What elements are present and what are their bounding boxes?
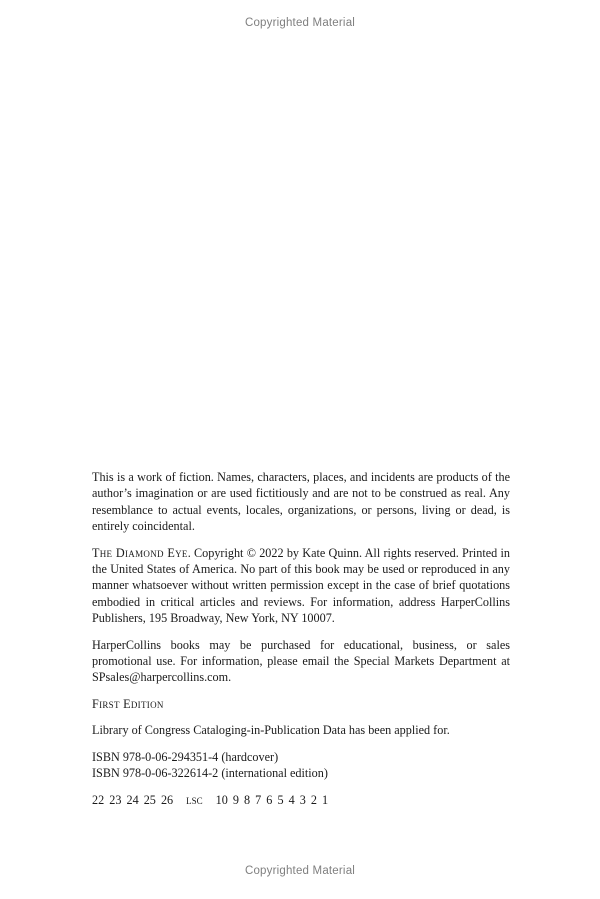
isbn-international: ISBN 978-0-06-322614-2 (international edition) xyxy=(92,766,328,781)
fiction-disclaimer-paragraph: This is a work of fiction. Names, characters, places, and incidents are products of the author’s imagination or are used fictitiously and are not to be construed as real. Any resemblance to actual events, locales, organizations, or persons, living or dead, is entirely coincidental. xyxy=(92,470,510,534)
printers-key xyxy=(92,792,510,808)
edition-notice: First Edition xyxy=(92,696,164,711)
cip-notice: Library of Congress Cataloging-in-Publication Data has been applied for. xyxy=(92,723,450,738)
book-title-smallcaps: The Diamond Eye xyxy=(92,545,188,560)
copyright-notice-text: . Copyright © 2022 by Kate Quinn. All rights reserved. Printed in the United States of America. No part of this book may be used or reproduced in any manner whatsoever without written permission except in the case of brief quotations embodied in critical articles and reviews. For information, address HarperCollins Publishers, 195 Broadway, New York, NY 10007. xyxy=(92,545,510,626)
copyrighted-material-watermark-bottom: Copyrighted Material xyxy=(244,865,356,877)
printers-key-numbers: 10 9 8 7 6 5 4 3 2 1 xyxy=(215,792,329,807)
printers-key-years: 22 23 24 25 26 xyxy=(92,792,174,807)
special-markets-paragraph: HarperCollins books may be purchased for educational, business, or sales promotional use. For information, please email the Special Markets Department at SPsales@harpercollins.com. xyxy=(92,637,510,685)
copyright-text-block xyxy=(92,469,510,808)
printers-key-printer-code: lsc xyxy=(186,792,203,807)
isbn-hardcover: ISBN 978-0-06-294351-4 (hardcover) xyxy=(92,749,279,764)
copyright-notice-paragraph xyxy=(92,545,510,627)
copyrighted-material-watermark-top: Copyrighted Material xyxy=(244,17,356,29)
